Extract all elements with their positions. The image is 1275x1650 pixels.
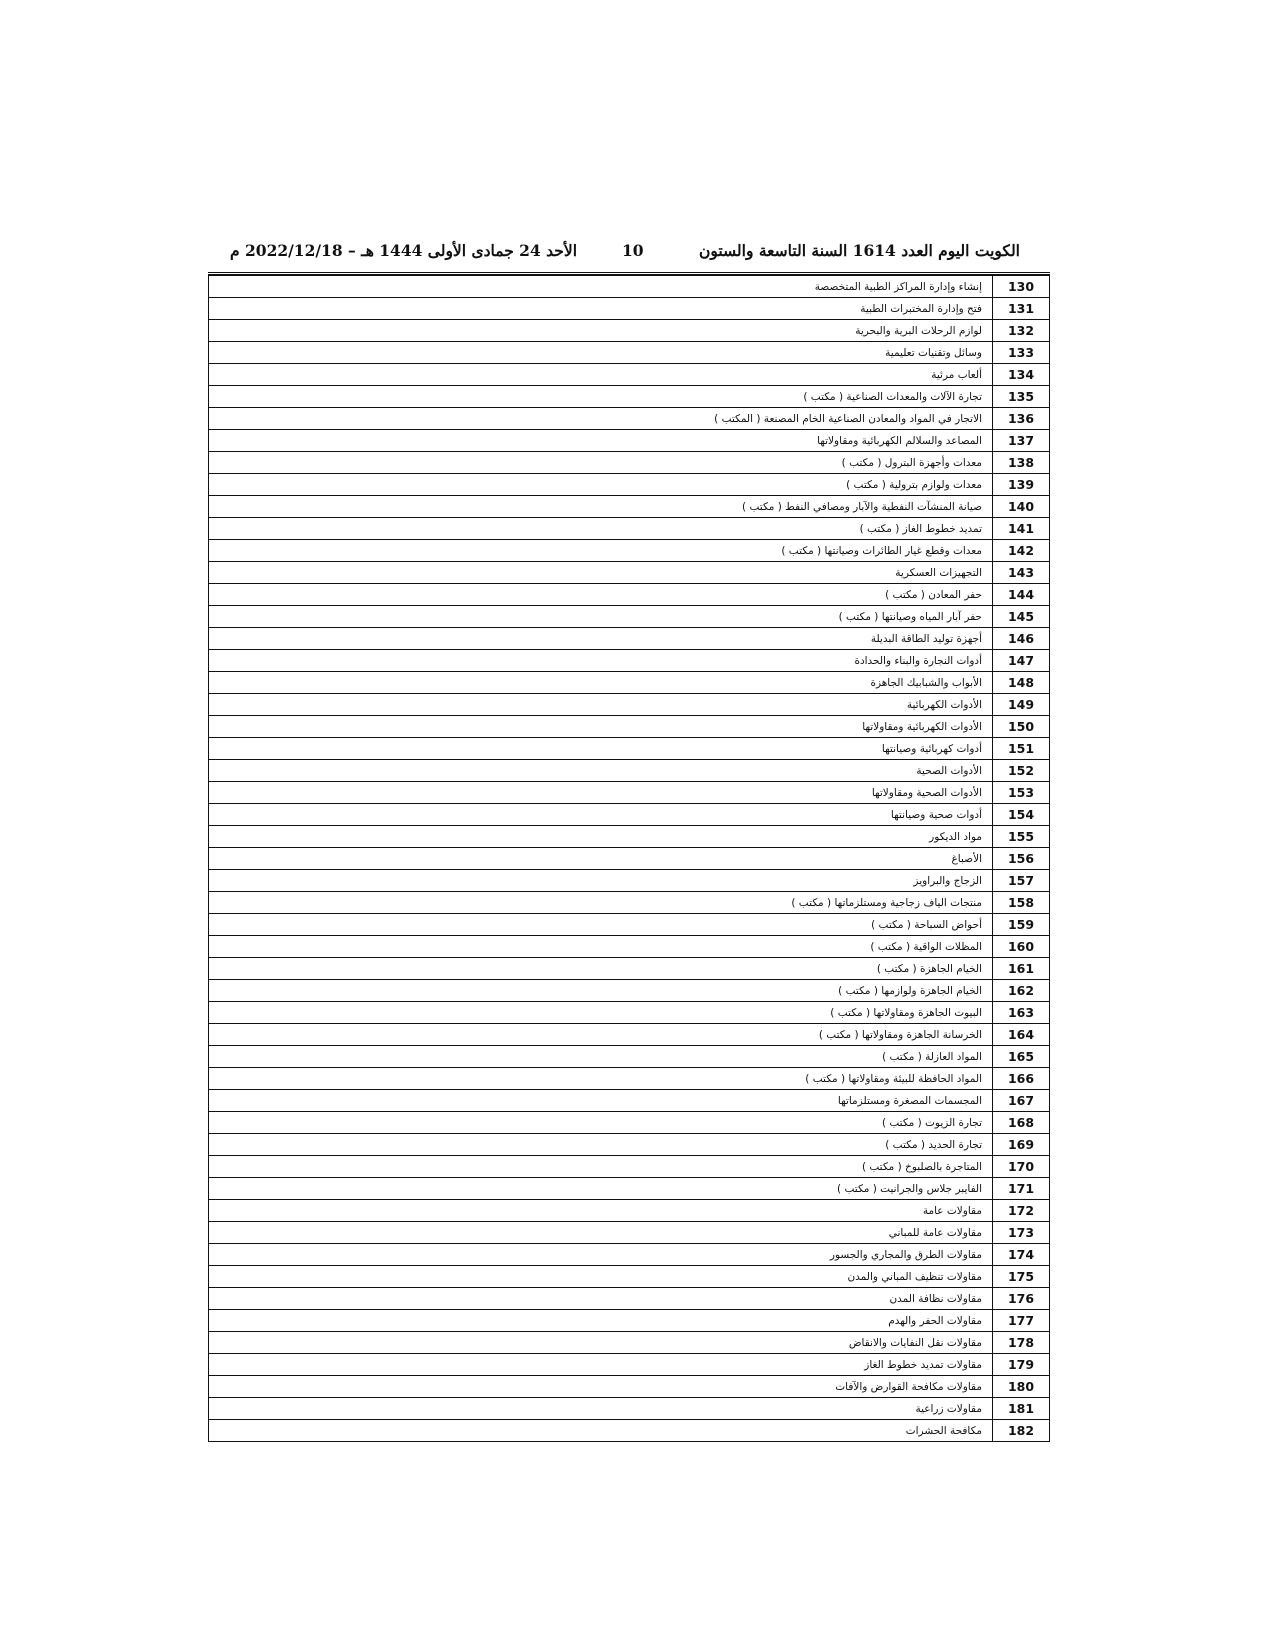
row-number: 153 — [993, 782, 1050, 804]
row-number: 148 — [993, 672, 1050, 694]
page-header — [230, 238, 1020, 264]
activity-name: الأصباغ — [209, 848, 993, 870]
activity-name: المصاعد والسلالم الكهربائية ومقاولاتها — [209, 430, 993, 452]
table-row — [209, 1068, 1050, 1090]
activity-name: مقاولات الطرق والمجاري والجسور — [209, 1244, 993, 1266]
row-number: 168 — [993, 1112, 1050, 1134]
table-row — [209, 672, 1050, 694]
table-row — [209, 1310, 1050, 1332]
table-row — [209, 1156, 1050, 1178]
table-row — [209, 914, 1050, 936]
row-number: 180 — [993, 1376, 1050, 1398]
activity-name: المواد الحافظة للبيئة ومقاولاتها ( مكتب ) — [209, 1068, 993, 1090]
table-row — [209, 892, 1050, 914]
newspaper-title: الكويت اليوم العدد 1614 السنة التاسعة والستون — [699, 241, 1020, 260]
activity-name: صيانة المنشآت النفطية والآبار ومصافي النفط ( مكتب ) — [209, 496, 993, 518]
row-number: 174 — [993, 1244, 1050, 1266]
table-row — [209, 430, 1050, 452]
row-number: 171 — [993, 1178, 1050, 1200]
row-number: 155 — [993, 826, 1050, 848]
activity-name: المتاجرة بالصلبوخ ( مكتب ) — [209, 1156, 993, 1178]
row-number: 145 — [993, 606, 1050, 628]
activity-name: إنشاء وإدارة المراكز الطبية المتخصصة — [209, 276, 993, 298]
table-row — [209, 1002, 1050, 1024]
table-row — [209, 408, 1050, 430]
table-row — [209, 826, 1050, 848]
row-number: 170 — [993, 1156, 1050, 1178]
row-number: 131 — [993, 298, 1050, 320]
table-row — [209, 1420, 1050, 1442]
activity-name: معدات وأجهزة البترول ( مكتب ) — [209, 452, 993, 474]
row-number: 135 — [993, 386, 1050, 408]
row-number: 149 — [993, 694, 1050, 716]
activity-name: مقاولات نقل النفايات والانقاض — [209, 1332, 993, 1354]
table-row — [209, 1222, 1050, 1244]
table-row — [209, 1266, 1050, 1288]
activity-name: أدوات صحية وصيانتها — [209, 804, 993, 826]
table-row — [209, 980, 1050, 1002]
table-row — [209, 452, 1050, 474]
table-row — [209, 562, 1050, 584]
table-row — [209, 694, 1050, 716]
activities-table — [208, 275, 1050, 1442]
row-number: 159 — [993, 914, 1050, 936]
table-row — [209, 606, 1050, 628]
row-number: 177 — [993, 1310, 1050, 1332]
row-number: 137 — [993, 430, 1050, 452]
issue-date: الأحد 24 جمادى الأولى 1444 هـ – 2022/12/18 م — [230, 241, 578, 260]
row-number: 173 — [993, 1222, 1050, 1244]
row-number: 162 — [993, 980, 1050, 1002]
table-row — [209, 1178, 1050, 1200]
activity-name: مواد الديكور — [209, 826, 993, 848]
table-row — [209, 584, 1050, 606]
row-number: 179 — [993, 1354, 1050, 1376]
table-row — [209, 716, 1050, 738]
row-number: 178 — [993, 1332, 1050, 1354]
activity-name: ألعاب مرئية — [209, 364, 993, 386]
table-row — [209, 386, 1050, 408]
row-number: 167 — [993, 1090, 1050, 1112]
activity-name: البيوت الجاهزة ومقاولاتها ( مكتب ) — [209, 1002, 993, 1024]
table-row — [209, 628, 1050, 650]
activity-name: منتجات الياف زجاجية ومستلزماتها ( مكتب ) — [209, 892, 993, 914]
activity-name: مقاولات الحفر والهدم — [209, 1310, 993, 1332]
row-number: 181 — [993, 1398, 1050, 1420]
table-row — [209, 1046, 1050, 1068]
row-number: 163 — [993, 1002, 1050, 1024]
row-number: 158 — [993, 892, 1050, 914]
row-number: 176 — [993, 1288, 1050, 1310]
activity-name: أجهزة توليد الطاقة البديلة — [209, 628, 993, 650]
activity-name: فتح وإدارة المختبرات الطبية — [209, 298, 993, 320]
activity-name: المواد العازلة ( مكتب ) — [209, 1046, 993, 1068]
row-number: 150 — [993, 716, 1050, 738]
activity-name: الأدوات الصحية ومقاولاتها — [209, 782, 993, 804]
row-number: 166 — [993, 1068, 1050, 1090]
activity-name: مكافحة الحشرات — [209, 1420, 993, 1442]
activity-name: معدات ولوازم بترولية ( مكتب ) — [209, 474, 993, 496]
row-number: 161 — [993, 958, 1050, 980]
row-number: 144 — [993, 584, 1050, 606]
row-number: 130 — [993, 276, 1050, 298]
row-number: 169 — [993, 1134, 1050, 1156]
table-row — [209, 1134, 1050, 1156]
activity-name: لوازم الرحلات البرية والبحرية — [209, 320, 993, 342]
row-number: 151 — [993, 738, 1050, 760]
activity-name: الأدوات الكهربائية ومقاولاتها — [209, 716, 993, 738]
table-row — [209, 320, 1050, 342]
table-row — [209, 1376, 1050, 1398]
row-number: 134 — [993, 364, 1050, 386]
table-row — [209, 848, 1050, 870]
activity-name: حفر آبار المياه وصيانتها ( مكتب ) — [209, 606, 993, 628]
row-number: 156 — [993, 848, 1050, 870]
row-number: 152 — [993, 760, 1050, 782]
table-row — [209, 518, 1050, 540]
row-number: 138 — [993, 452, 1050, 474]
activity-name: الخيام الجاهزة ولوازمها ( مكتب ) — [209, 980, 993, 1002]
activity-name: الفايبر جلاس والجرانيت ( مكتب ) — [209, 1178, 993, 1200]
table-row — [209, 804, 1050, 826]
table-row — [209, 1024, 1050, 1046]
activity-name: الأدوات الصحية — [209, 760, 993, 782]
row-number: 142 — [993, 540, 1050, 562]
page-number: 10 — [622, 241, 644, 260]
row-number: 182 — [993, 1420, 1050, 1442]
activity-name: مقاولات تمديد خطوط الغاز — [209, 1354, 993, 1376]
row-number: 172 — [993, 1200, 1050, 1222]
row-number: 157 — [993, 870, 1050, 892]
activity-name: تجارة الآلات والمعدات الصناعية ( مكتب ) — [209, 386, 993, 408]
activity-name: تجارة الزيوت ( مكتب ) — [209, 1112, 993, 1134]
table-row — [209, 1398, 1050, 1420]
row-number: 175 — [993, 1266, 1050, 1288]
activity-name: الاتجار في المواد والمعادن الصناعية الخام المصنعة ( المكتب ) — [209, 408, 993, 430]
activity-name: معدات وقطع غيار الطائرات وصيانتها ( مكتب ) — [209, 540, 993, 562]
table-row — [209, 364, 1050, 386]
table-row — [209, 738, 1050, 760]
activity-name: مقاولات مكافحة القوارض والآفات — [209, 1376, 993, 1398]
row-number: 147 — [993, 650, 1050, 672]
table-row — [209, 782, 1050, 804]
row-number: 136 — [993, 408, 1050, 430]
row-number: 154 — [993, 804, 1050, 826]
row-number: 160 — [993, 936, 1050, 958]
activity-name: الخرسانة الجاهزة ومقاولاتها ( مكتب ) — [209, 1024, 993, 1046]
activity-name: مقاولات عامة — [209, 1200, 993, 1222]
table-row — [209, 1200, 1050, 1222]
activity-name: أدوات كهربائية وصيانتها — [209, 738, 993, 760]
table-row — [209, 276, 1050, 298]
activity-name: أحواض السباحة ( مكتب ) — [209, 914, 993, 936]
row-number: 132 — [993, 320, 1050, 342]
row-number: 141 — [993, 518, 1050, 540]
activity-name: حفر المعادن ( مكتب ) — [209, 584, 993, 606]
table-row — [209, 1090, 1050, 1112]
row-number: 165 — [993, 1046, 1050, 1068]
table-row — [209, 650, 1050, 672]
activity-name: أدوات النجارة والبناء والحدادة — [209, 650, 993, 672]
activity-name: المظلات الواقية ( مكتب ) — [209, 936, 993, 958]
table-row — [209, 958, 1050, 980]
row-number: 139 — [993, 474, 1050, 496]
row-number: 140 — [993, 496, 1050, 518]
table-row — [209, 496, 1050, 518]
table-row — [209, 474, 1050, 496]
activity-name: التجهيزات العسكرية — [209, 562, 993, 584]
row-number: 164 — [993, 1024, 1050, 1046]
row-number: 133 — [993, 342, 1050, 364]
activity-name: مقاولات عامة للمباني — [209, 1222, 993, 1244]
activity-name: تمديد خطوط الغاز ( مكتب ) — [209, 518, 993, 540]
activity-name: الأدوات الكهربائية — [209, 694, 993, 716]
row-number: 143 — [993, 562, 1050, 584]
activity-name: الزجاج والبراويز — [209, 870, 993, 892]
activities-table-wrapper — [208, 272, 1050, 1442]
activity-name: الأبواب والشبابيك الجاهزة — [209, 672, 993, 694]
activity-name: مقاولات زراعية — [209, 1398, 993, 1420]
activity-name: تجارة الحديد ( مكتب ) — [209, 1134, 993, 1156]
table-row — [209, 1354, 1050, 1376]
activities-table-body — [209, 276, 1050, 1442]
table-row — [209, 1244, 1050, 1266]
table-row — [209, 540, 1050, 562]
activity-name: مقاولات نظافة المدن — [209, 1288, 993, 1310]
table-row — [209, 936, 1050, 958]
table-row — [209, 1332, 1050, 1354]
table-row — [209, 870, 1050, 892]
activity-name: مقاولات تنظيف المباني والمدن — [209, 1266, 993, 1288]
table-row — [209, 298, 1050, 320]
activity-name: وسائل وتقنيات تعليمية — [209, 342, 993, 364]
table-row — [209, 342, 1050, 364]
activity-name: المجسمات المصغرة ومستلزماتها — [209, 1090, 993, 1112]
table-row — [209, 1288, 1050, 1310]
row-number: 146 — [993, 628, 1050, 650]
table-row — [209, 1112, 1050, 1134]
activity-name: الخيام الجاهزة ( مكتب ) — [209, 958, 993, 980]
table-row — [209, 760, 1050, 782]
